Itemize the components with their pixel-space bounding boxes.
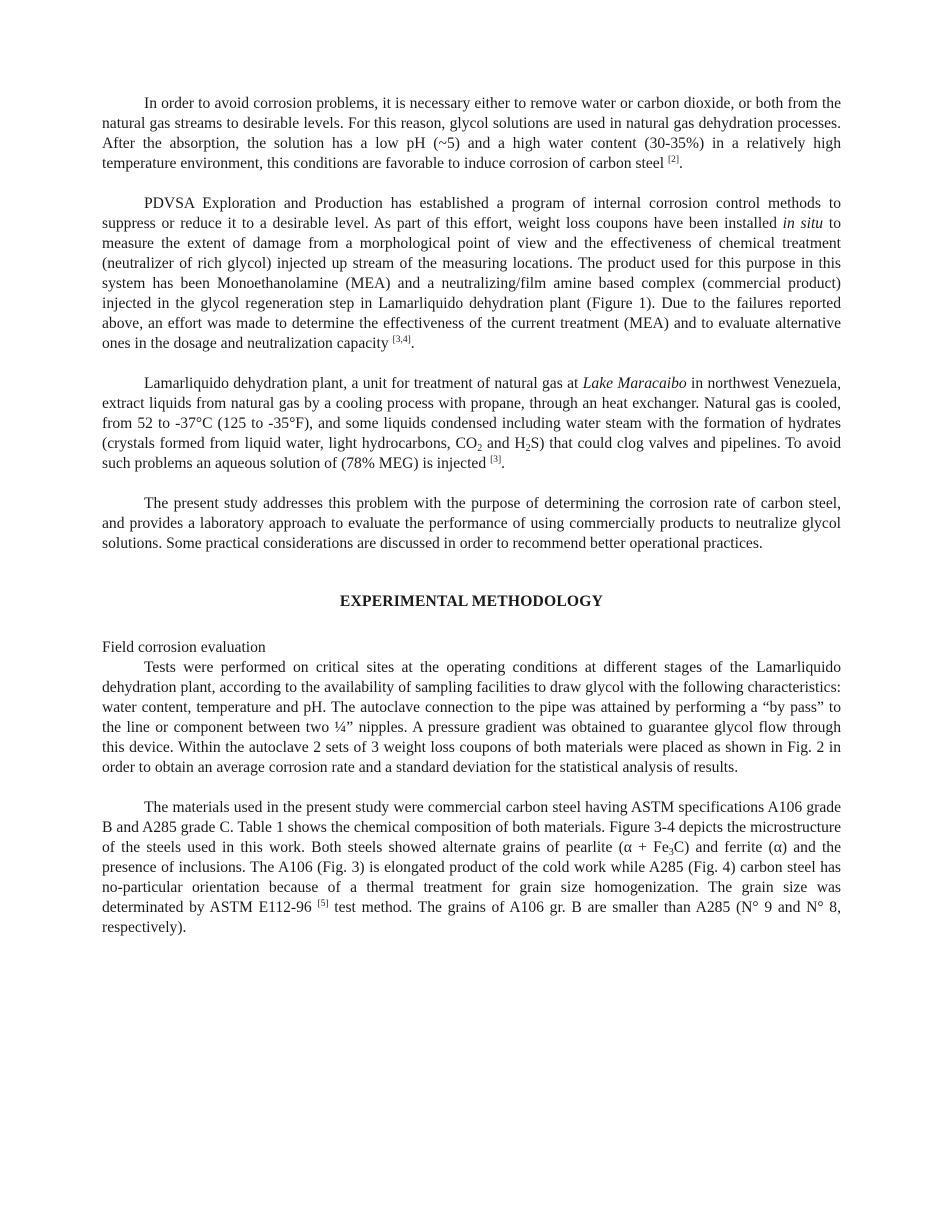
document-page xyxy=(102,94,841,938)
paragraph-corrosion-problems: In order to avoid corrosion problems, it is necessary either to remove water or carbon dioxide, or both from the natural gas streams to desirable levels. For this reason, glycol solutions are used in natural gas dehydration processes. After the absorption, the solution has a low pH (~5) and a high water content (30-35%) in a relatively high temperature environment, this conditions are favorable to induce corrosion of carbon steel [2]. xyxy=(102,95,841,172)
citation-ref: [3] xyxy=(490,455,502,465)
paragraph-field-tests: Tests were performed on critical sites at the operating conditions at different stages of the Lamarliquido dehydration plant, according to the availability of sampling facilities to draw glycol with the following characteristics: water content, temperature and pH. The autoclave connection to the pipe was attained by performing a “by pass” to the line or component between two ¼” nipples. A pressure gradient was obtained to guarantee glycol flow through this device. Within the autoclave 2 sets of 3 weight loss coupons of both materials were placed as shown in Fig. 2 in order to obtain an average corrosion rate and a standard deviation for the statistical analysis of results. xyxy=(102,659,841,776)
section-heading: EXPERIMENTAL METHODOLOGY xyxy=(339,593,604,610)
paragraph-present-study: The present study addresses this problem with the purpose of determining the corrosion rate of carbon steel, and provides a laboratory approach to evaluate the performance of using commercially products to neutralize glycol solutions. Some practical considerations are discussed in order to recommend better operational practices. xyxy=(102,495,841,552)
citation-ref: [2] xyxy=(667,155,680,165)
paragraph-lamarliquido-plant: Lamarliquido dehydration plant, a unit for treatment of natural gas at Lake Maracaibo in northwest Venezuela, extract liquids from natural gas by a cooling process with propane, through an heat exchanger. Natural gas is cooled, from 52 to -37°C (125 to -35°F), and some liquids condensed including water steam with the formation of hydrates (crystals formed from liquid water, light hydrocarbons, $CO_2$ and $H_2S$) that could clog valves and pipelines. To avoid such problems an aqueous solution of (78% MEG) is injected [3]. xyxy=(102,375,841,472)
subsection-heading: Field corrosion evaluation xyxy=(102,639,266,656)
paragraph-pdvsa-program: PDVSA Exploration and Production has established a program of internal corrosion control methods to suppress or reduce it to a desirable level. As part of this effort, weight loss coupons have been installed in situ to measure the extent of damage from a morphological point of view and the effectiveness of chemical treatment (neutralizer of rich glycol) injected up stream of the measuring locations. The product used for this purpose in this system has been Monoethanolamine (MEA) and a neutralizing/film amine based complex (commercial product) injected in the glycol regeneration step in Lamarliquido dehydration plant (Figure 1). Due to the failures reported above, an effort was made to determine the effectiveness of the current treatment (MEA) and to evaluate alternative ones in the dosage and neutralization capacity [3,4]. xyxy=(102,195,841,352)
citation-ref: [3,4] xyxy=(392,335,411,345)
citation-ref: [5] xyxy=(317,899,329,909)
paragraph-materials: The materials used in the present study were commercial carbon steel having ASTM specifications A106 grade B and A285 grade C. Table 1 shows the chemical composition of both materials. Figure 3-4 depicts the microstructure of the steels used in this work. Both steels showed alternate grains of pearlite $(\alpha + Fe_3C)$ and ferrite (α) and the presence of inclusions. The A106 (Fig. 3) is elongated product of the cold work while A285 (Fig. 4) carbon steel has no-particular orientation because of a thermal treatment for grain size homogenization. The grain size was determinated by ASTM E112-96 [5] test method. The grains of A106 gr. B are smaller than A285 (N° 9 and N° 8, respectively). xyxy=(102,799,841,936)
